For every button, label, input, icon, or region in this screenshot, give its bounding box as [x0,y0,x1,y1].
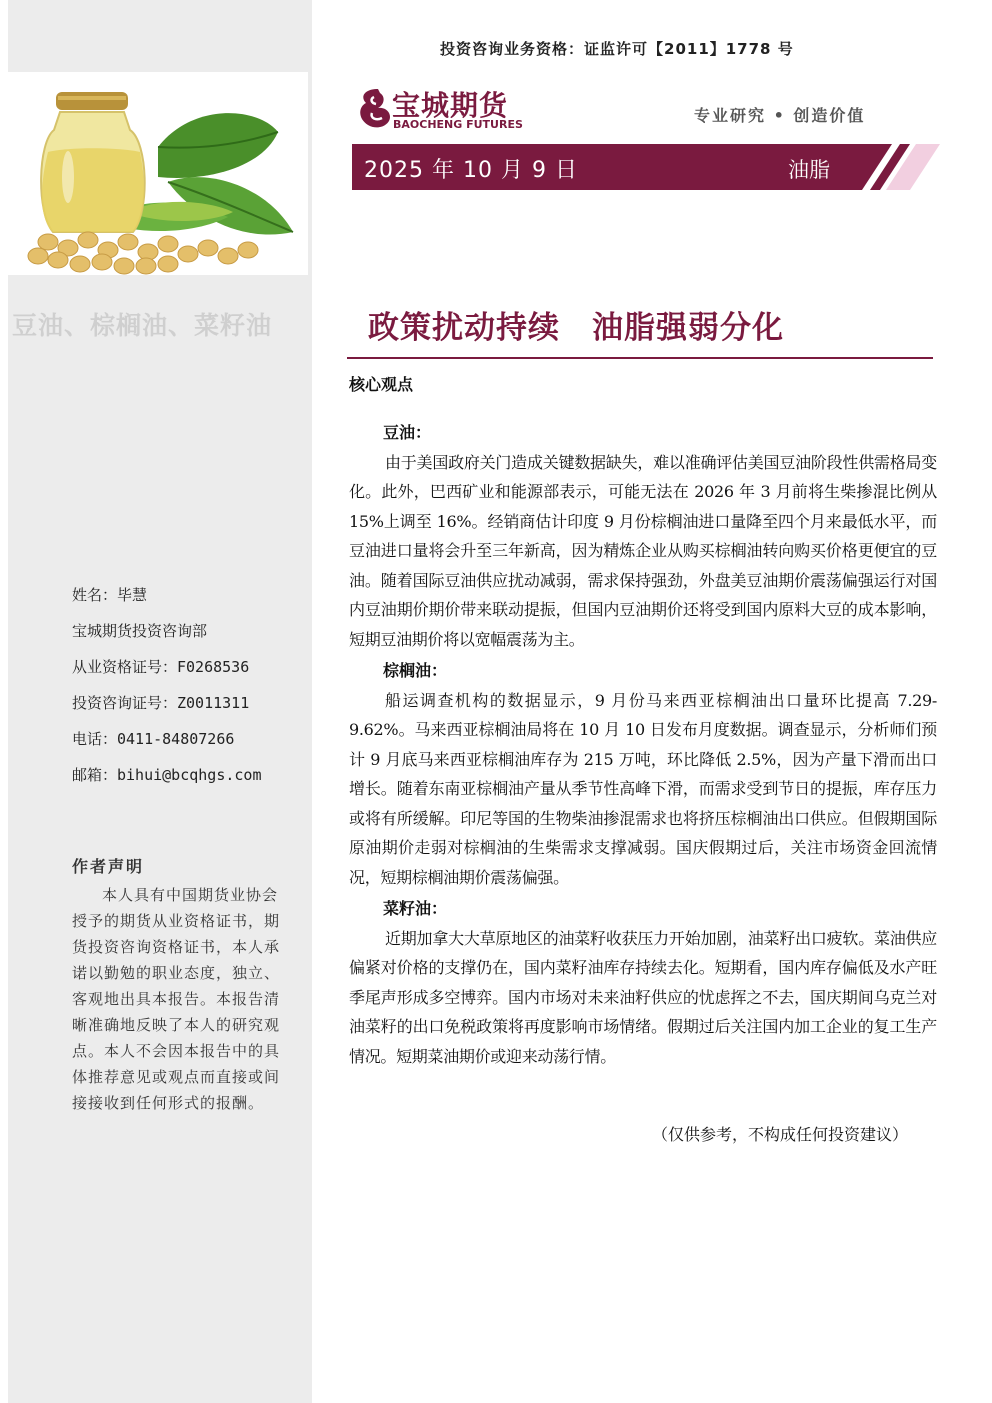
author-name: 姓名：毕慧 [72,586,148,604]
headline: 政策扰动持续 油脂强弱分化 [368,310,784,346]
section-rapeseed-oil [349,894,937,1071]
author-info [72,584,262,800]
author-email: 邮箱：bihui@bcqhgs.com [72,766,262,784]
slogan: 专业研究 • 创造价值 [694,106,866,125]
sidebar-title: 豆油、棕榈油、菜籽油 [12,311,273,340]
logo-chinese-name: 宝城期货 [392,89,509,122]
section-label: 棕榈油： [383,661,448,680]
author-phone: 电话：0411-84807266 [72,730,235,748]
section-soybean-oil [349,418,937,654]
section-label: 菜籽油： [383,899,448,918]
license-line: 投资咨询业务资格：证监许可【2011】1778 号 [440,40,794,58]
author-qualification: 从业资格证号：F0268536 [72,658,250,676]
declaration-text: 本人具有中国期货业协会授予的期货从业资格证书，期货投资咨询资格证书，本人承诺以勤勉的职业态度，独立、客观地出具本报告。本报告清晰准确地反映了本人的研究观点。本人不会因本报告中的具体推荐意见或观点而直接或间接接收到任何形式的报酬。 [72,886,281,1112]
disclaimer: （仅供参考，不构成任何投资建议） [652,1125,909,1144]
declaration-title: 作者声明 [72,857,145,876]
report-category: 油脂 [788,158,830,182]
article-content [349,416,937,1071]
section-text: 船运调查机构的数据显示，9 月份马来西亚棕榈油出口量环比提高 7.29-9.62%。马来西亚棕榈油局将在 10 月 10 日发布月度数据。调查显示，分析师们预计 9 月底马来西亚棕榈油库存为 215 万吨，环比降低 2.5%，因为产量下滑而出口增长。随着东南亚棕榈油产量从季节性高峰下滑，而需求受到节日的提振，库存压力或将有所缓解。印尼等国的生物柴油掺混需求也将挤压棕榈油出口供应。但假期国际原油期价走弱对棕榈油的生柴需求支撑减弱。国庆假期过后，关注市场资金回流情况，短期棕榈油期价震荡偏强。 [349,690,937,887]
author-dept: 宝城期货投资咨询部 [72,622,208,640]
author-consult-number: 投资咨询证号：Z0011311 [72,694,250,712]
headline-divider [347,357,933,359]
section-text: 由于美国政府关门造成关键数据缺失，难以准确评估美国豆油阶段性供需格局变化。此外，巴西矿业和能源部表示，可能无法在 2026 年 3 月前将生柴掺混比例从 15%上调至 16%。经销商估计印度 9 月份棕榈油进口量降至四个月来最低水平，而豆油进口量将会升至三年新高，因为精炼企业从购买棕榈油转向购买价格更便宜的豆油。随着国际豆油供应扰动减弱，需求保持强劲，外盘美豆油期价震荡偏强运行对国内豆油期价期价带来联动提振，但国内豆油期价还将受到国内原料大豆的成本影响，短期豆油期价将以宽幅震荡为主。 [349,452,937,649]
section-text: 近期加拿大大草原地区的油菜籽收获压力开始加剧，油菜籽出口疲软。菜油供应偏紧对价格的支撑仍在，国内菜籽油库存持续去化。短期看，国内库存偏低及水产旺季尾声形成多空博弈。国内市场对未来油籽供应的忧虑挥之不去，国庆期间乌克兰对油菜籽的出口免税政策将再度影响市场情绪。假期过后关注国内加工企业的复工生产情况。短期菜油期价或迎来动荡行情。 [349,928,937,1066]
core-view-label: 核心观点 [349,375,414,394]
hero-image [8,72,308,275]
section-palm-oil [349,656,937,892]
section-label: 豆油： [383,423,432,442]
soybean-oil-jar-illustration [8,72,308,275]
report-date: 2025 年 10 月 9 日 [364,158,578,183]
logo-english-name: BAOCHENG FUTURES [393,118,523,131]
